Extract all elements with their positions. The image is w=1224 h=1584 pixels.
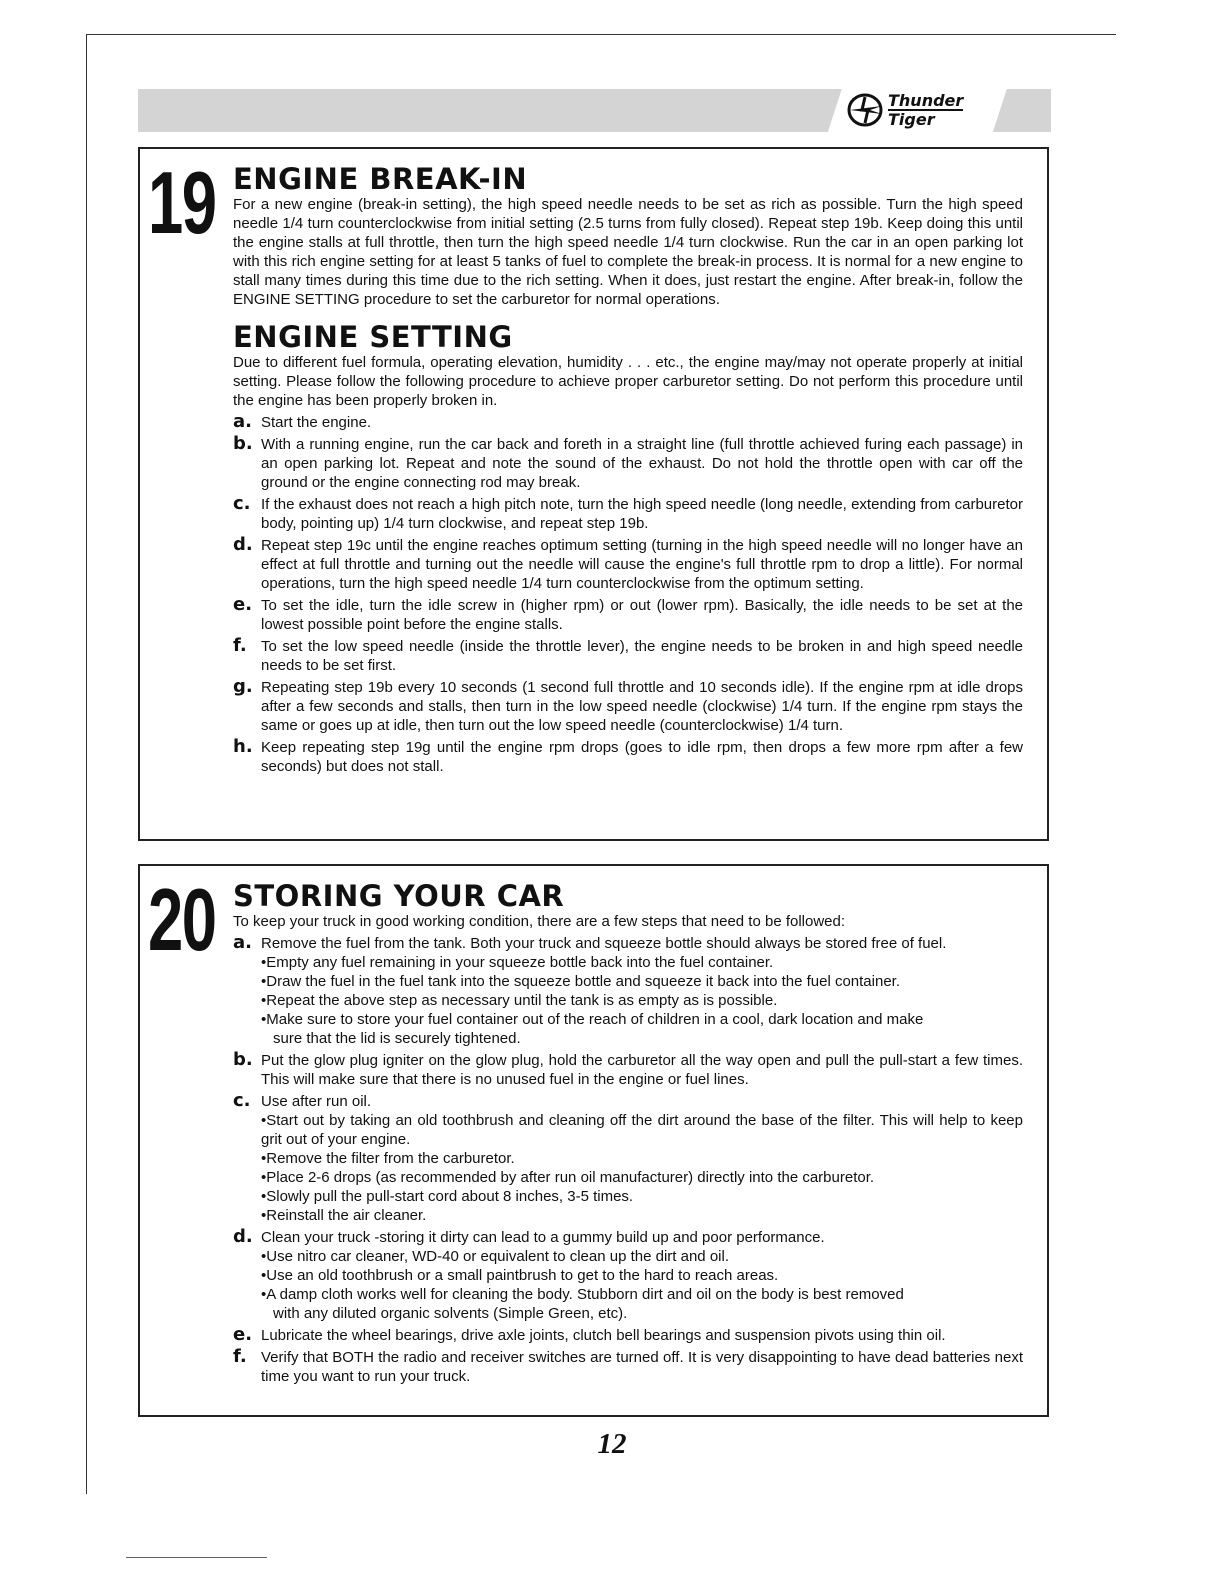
step-text: Verify that BOTH the radio and receiver switches are turned off. It is very disappointing to have dead batteries next time you want to run your truck. bbox=[261, 1349, 1023, 1385]
bottom-rule bbox=[126, 1557, 267, 1558]
section-19-content bbox=[233, 163, 1023, 776]
step-text: Clean your truck -storing it dirty can lead to a gummy build up and poor performance. bbox=[261, 1229, 825, 1246]
section-number: 19 bbox=[148, 153, 216, 252]
step-letter: d. bbox=[233, 534, 253, 555]
engine-setting-paragraph: Due to different fuel formula, operating elevation, humidity . . . etc., the engine may/may not operate properly at initial setting. Please follow the following procedure to achieve proper carburetor setting. Do not perform this procedure until the engine has been properly broken in. bbox=[233, 354, 1023, 409]
storing-step-a bbox=[233, 934, 1023, 1048]
bullet: •Draw the fuel in the fuel tank into the squeeze bottle and squeeze it back into the fuel container. bbox=[261, 973, 901, 990]
storing-step-d bbox=[233, 1228, 1023, 1323]
step-letter: c. bbox=[233, 493, 251, 514]
storing-step-c bbox=[233, 1092, 1023, 1225]
step-d bbox=[233, 536, 1023, 593]
bullet: •Remove the filter from the carburetor. bbox=[261, 1150, 515, 1167]
step-text: Put the glow plug igniter on the glow plug, hold the carburetor all the way open and pull the pull-start a few times. This will make sure that there is no unused fuel in the engine or fuel lines. bbox=[261, 1052, 1023, 1088]
step-text: Repeating step 19b every 10 seconds (1 second full throttle and 10 seconds idle). If the engine rpm at idle drops after a few seconds and stalls, then turn in the low speed needle (clockwise) 1/4 turn. If the engine rpm stays the same or goes up at idle, then turn out the low speed needle (counterclockwise) 1/4 turn. bbox=[261, 679, 1023, 734]
step-b bbox=[233, 435, 1023, 492]
bullet: •Reinstall the air cleaner. bbox=[261, 1207, 427, 1224]
page-frame-top-rule bbox=[86, 34, 1116, 35]
step-text: Repeat step 19c until the engine reaches optimum setting (turning in the high speed needle will no longer have an effect at full throttle and turning out the needle will cause the engine's full throttle rpm to drop a little). For normal operations, turn the high speed needle 1/4 turn counterclockwise from the optimum setting. bbox=[261, 537, 1023, 592]
step-g bbox=[233, 678, 1023, 735]
logo-line-1: Thunder bbox=[888, 91, 964, 110]
bullet: •Empty any fuel remaining in your squeeze bottle back into the fuel container. bbox=[261, 954, 774, 971]
step-letter: a. bbox=[233, 932, 252, 953]
bullet: •Slowly pull the pull-start cord about 8 inches, 3-5 times. bbox=[261, 1188, 634, 1205]
bullet: •Make sure to store your fuel container out of the reach of children in a cool, dark location and make bbox=[261, 1011, 924, 1028]
bullet: •Repeat the above step as necessary until the tank is as empty as is possible. bbox=[261, 992, 778, 1009]
step-letter: h. bbox=[233, 736, 253, 757]
section-number: 20 bbox=[148, 870, 216, 969]
step-c bbox=[233, 495, 1023, 533]
storing-step-b bbox=[233, 1051, 1023, 1089]
bullet: •Use an old toothbrush or a small paintbrush to get to the hard to reach areas. bbox=[261, 1267, 779, 1284]
bullet: •Place 2-6 drops (as recommended by after run oil manufacturer) directly into the carburetor. bbox=[261, 1169, 875, 1186]
logo-line-2: Tiger bbox=[888, 110, 935, 129]
engine-setting-heading: ENGINE SETTING bbox=[233, 320, 513, 354]
storing-steps bbox=[233, 934, 1023, 1386]
step-letter: c. bbox=[233, 1090, 251, 1111]
step-text: To set the low speed needle (inside the throttle lever), the engine needs to be broken in and high speed needle needs to be set first. bbox=[261, 638, 1023, 674]
page-frame-left-rule bbox=[86, 34, 87, 1494]
step-letter: f. bbox=[233, 635, 247, 656]
step-letter: g. bbox=[233, 676, 253, 697]
bullet: •Start out by taking an old toothbrush and cleaning off the dirt around the base of the filter. This will help to keep grit out of your engine. bbox=[261, 1112, 1023, 1148]
section-19 bbox=[138, 147, 1049, 841]
engine-break-in-heading: ENGINE BREAK-IN bbox=[233, 162, 528, 196]
section-20-content bbox=[233, 880, 1023, 1386]
step-letter: e. bbox=[233, 594, 253, 615]
section-20 bbox=[138, 864, 1049, 1417]
step-f bbox=[233, 637, 1023, 675]
step-text: With a running engine, run the car back and foreth in a straight line (full throttle achieved furing each passage) in an open parking lot. Repeat and note the sound of the exhaust. Do not hold the throttle open with car off the ground or the engine connecting rod may break. bbox=[261, 436, 1023, 491]
step-text: Keep repeating step 19g until the engine rpm drops (goes to idle rpm, then drops a few more rpm after a few seconds) but does not stall. bbox=[261, 739, 1023, 775]
step-e bbox=[233, 596, 1023, 634]
bullet-continuation: with any diluted organic solvents (Simple Green, etc). bbox=[273, 1305, 628, 1322]
thunder-tiger-logo bbox=[846, 90, 963, 130]
step-a bbox=[233, 413, 1023, 432]
page-number: 12 bbox=[597, 1428, 627, 1460]
step-letter: a. bbox=[233, 411, 252, 432]
break-in-paragraph: For a new engine (break-in setting), the high speed needle needs to be set as rich as possible. Turn the high speed needle 1/4 turn counterclockwise from initial setting (2.5 turns from fully closed). Repeat step 19b. Keep doing this until the engine stalls at full throttle, then turn the high speed needle 1/4 turn clockwise. Run the car in an open parking lot with this rich engine setting for at least 5 tanks of fuel to complete the break-in process. It is normal for a new engine to stall many times during this time due to the rich setting. When it does, just restart the engine. After break-in, follow the ENGINE SETTING procedure to set the carburetor for normal operations. bbox=[233, 196, 1023, 308]
step-text: Lubricate the wheel bearings, drive axle joints, clutch bell bearings and suspension pivots using thin oil. bbox=[261, 1327, 946, 1344]
bullet: •Use nitro car cleaner, WD-40 or equivalent to clean up the dirt and oil. bbox=[261, 1248, 729, 1265]
bullet-continuation: sure that the lid is securely tightened. bbox=[273, 1030, 521, 1047]
step-text: Remove the fuel from the tank. Both your truck and squeeze bottle should always be stored free of fuel. bbox=[261, 935, 947, 952]
storing-your-car-heading: STORING YOUR CAR bbox=[233, 879, 565, 913]
thunder-tiger-emblem-icon bbox=[846, 92, 886, 128]
step-letter: b. bbox=[233, 1049, 253, 1070]
engine-setting-steps bbox=[233, 413, 1023, 776]
step-text: Use after run oil. bbox=[261, 1093, 372, 1110]
step-letter: e. bbox=[233, 1324, 253, 1345]
step-h bbox=[233, 738, 1023, 776]
storing-intro: To keep your truck in good working condition, there are a few steps that need to be followed: bbox=[233, 913, 846, 930]
step-text: To set the idle, turn the idle screw in (higher rpm) or out (lower rpm). Basically, the idle needs to be set at the lowest possible point before the engine stalls. bbox=[261, 597, 1023, 633]
step-text: If the exhaust does not reach a high pitch note, turn the high speed needle (long needle, extending from carburetor body, pointing up) 1/4 turn clockwise, and repeat step 19b. bbox=[261, 496, 1023, 532]
step-letter: d. bbox=[233, 1226, 253, 1247]
bullet: •A damp cloth works well for cleaning the body. Stubborn dirt and oil on the body is best removed bbox=[261, 1286, 904, 1303]
step-letter: f. bbox=[233, 1346, 247, 1367]
step-letter: b. bbox=[233, 433, 253, 454]
storing-step-f bbox=[233, 1348, 1023, 1386]
storing-step-e bbox=[233, 1326, 1023, 1345]
step-text: Start the engine. bbox=[261, 414, 372, 431]
